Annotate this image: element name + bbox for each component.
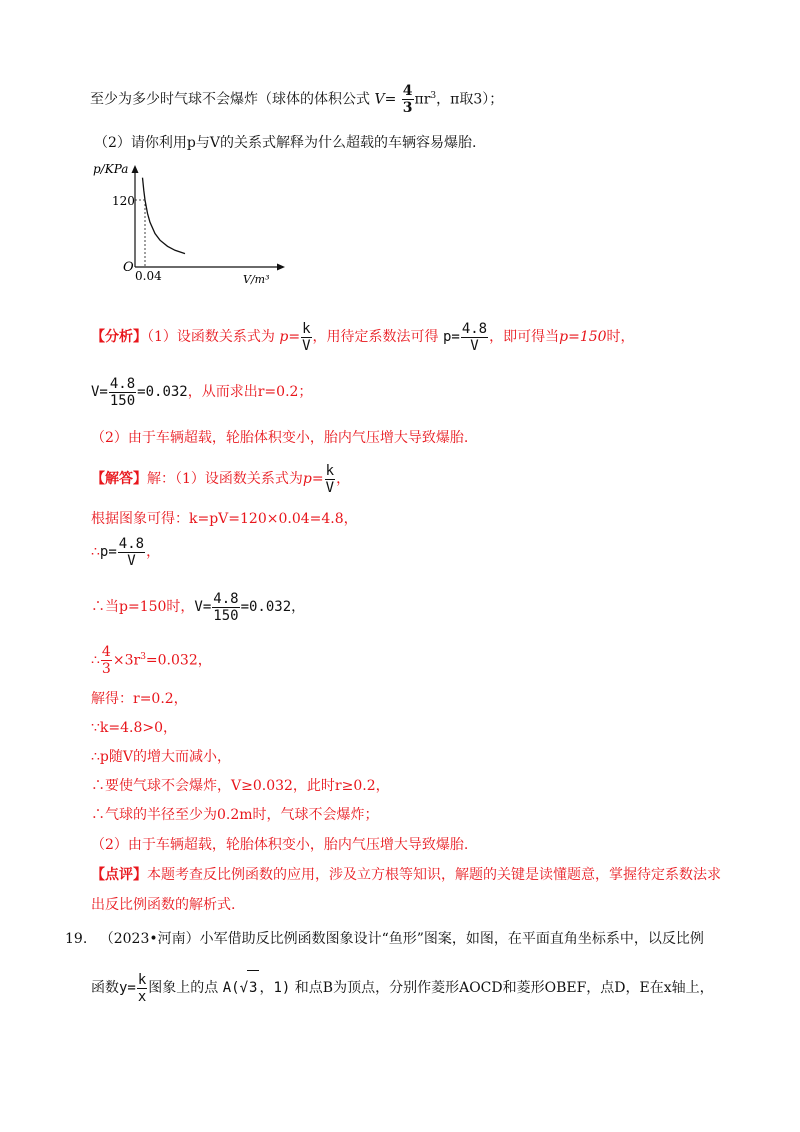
- solution-line-9: ∴要使气球不会爆炸，V≥0.032，此时r≥0.2，: [91, 778, 390, 794]
- solution-line-7: ∵k=4.8>0，: [91, 720, 178, 736]
- volume-fraction: $\frac{4}{3}$: [402, 83, 413, 116]
- pressure-volume-chart: [85, 155, 295, 290]
- comment-line-1: 【点评】本题考查反比例函数的应用，涉及立方根等知识，解题的关键是读懂题意，掌握待定系数法求: [91, 867, 721, 883]
- y-axis-arrow: [132, 165, 139, 173]
- y-tick-label: 120: [112, 194, 135, 208]
- solution-tag: 【解答】: [91, 471, 147, 487]
- problem-line-1: 至少为多少时气球不会爆炸（球体的体积公式 V= $\frac{4}{3}$ $\pi r^3$，π取3）；: [90, 83, 504, 116]
- c-over-v: $\frac{4.8}{V}$: [461, 320, 488, 354]
- solution-line-10: ∴气球的半径至少为0.2m时，气球不会爆炸；: [91, 807, 379, 823]
- volume-lhs: V=: [374, 91, 397, 108]
- solution-line-1: 【解答】解：（1）设函数关系式为p= $\frac{k}{V}$ ，: [91, 462, 351, 496]
- analysis-line-2: V= $\frac{4.8}{150}$ =0.032，从而求出r=0.2；: [91, 375, 313, 409]
- problem-19-line-2: 函数y= $\frac{k}{x}$ 图象上的点 A(√3 ，1) 和点B为顶点，分别作菱形AOCD和菱形OBEF，点D，E在x轴上，: [91, 971, 714, 1005]
- solution-line-4: ∴当p=150时，V= $\frac{4.8}{150}$ =0.032，: [91, 590, 306, 624]
- x-tick-label: 0.04: [135, 269, 162, 283]
- inverse-curve: [143, 178, 186, 254]
- problem-number: 19.: [65, 931, 88, 947]
- analysis-line-3: （2）由于车辆超载，轮胎体积变小，胎内气压增大导致爆胎.: [91, 430, 469, 446]
- solution-line-3: ∴p= $\frac{4.8}{V}$ ，: [91, 535, 161, 569]
- problem-line-2: （2）请你利用p与V的关系式解释为什么超载的车辆容易爆胎.: [94, 135, 477, 151]
- solution-line-2: 根据图象可得：k=pV=120×0.04=4.8，: [91, 511, 358, 527]
- c-over-150: $\frac{4.8}{150}$: [109, 375, 136, 409]
- point-a: A(√3 ，1): [223, 980, 291, 996]
- x-axis-label: V/m³: [243, 273, 270, 286]
- analysis-tag: 【分析】: [91, 329, 147, 345]
- comment-line-2: 出反比例函数的解析式.: [91, 897, 236, 913]
- solution-line-11: （2）由于车辆超载，轮胎体积变小，胎内气压增大导致爆胎.: [91, 837, 469, 853]
- y-axis-label: p/KPa: [93, 162, 129, 176]
- solution-line-8: ∴p随V的增大而减小，: [91, 749, 231, 765]
- analysis-line-1: 【分析】（1）设函数关系式为 p= $\frac{k}{V}$ ，用待定系数法可得 p= $\frac{4.8}{V}$ ，即可得当p=150时，: [91, 320, 635, 354]
- origin-label: O: [123, 260, 134, 275]
- comment-tag: 【点评】: [91, 867, 147, 883]
- problem-19-line-1: 19. （2023•河南）小军借助反比例函数图象设计“鱼形”图案，如图，在平面直角坐标系中，以反比例: [65, 931, 704, 947]
- x-axis-arrow: [277, 264, 285, 271]
- problem-text: 至少为多少时气球不会爆炸（球体的体积公式: [90, 91, 370, 108]
- solution-line-5: ∴ $\frac{4}{3}$ $\times 3r^3=0.032$，: [91, 644, 212, 678]
- solution-line-6: 解得：r=0.2，: [91, 691, 188, 707]
- k-over-v: $\frac{k}{V}$: [302, 320, 311, 354]
